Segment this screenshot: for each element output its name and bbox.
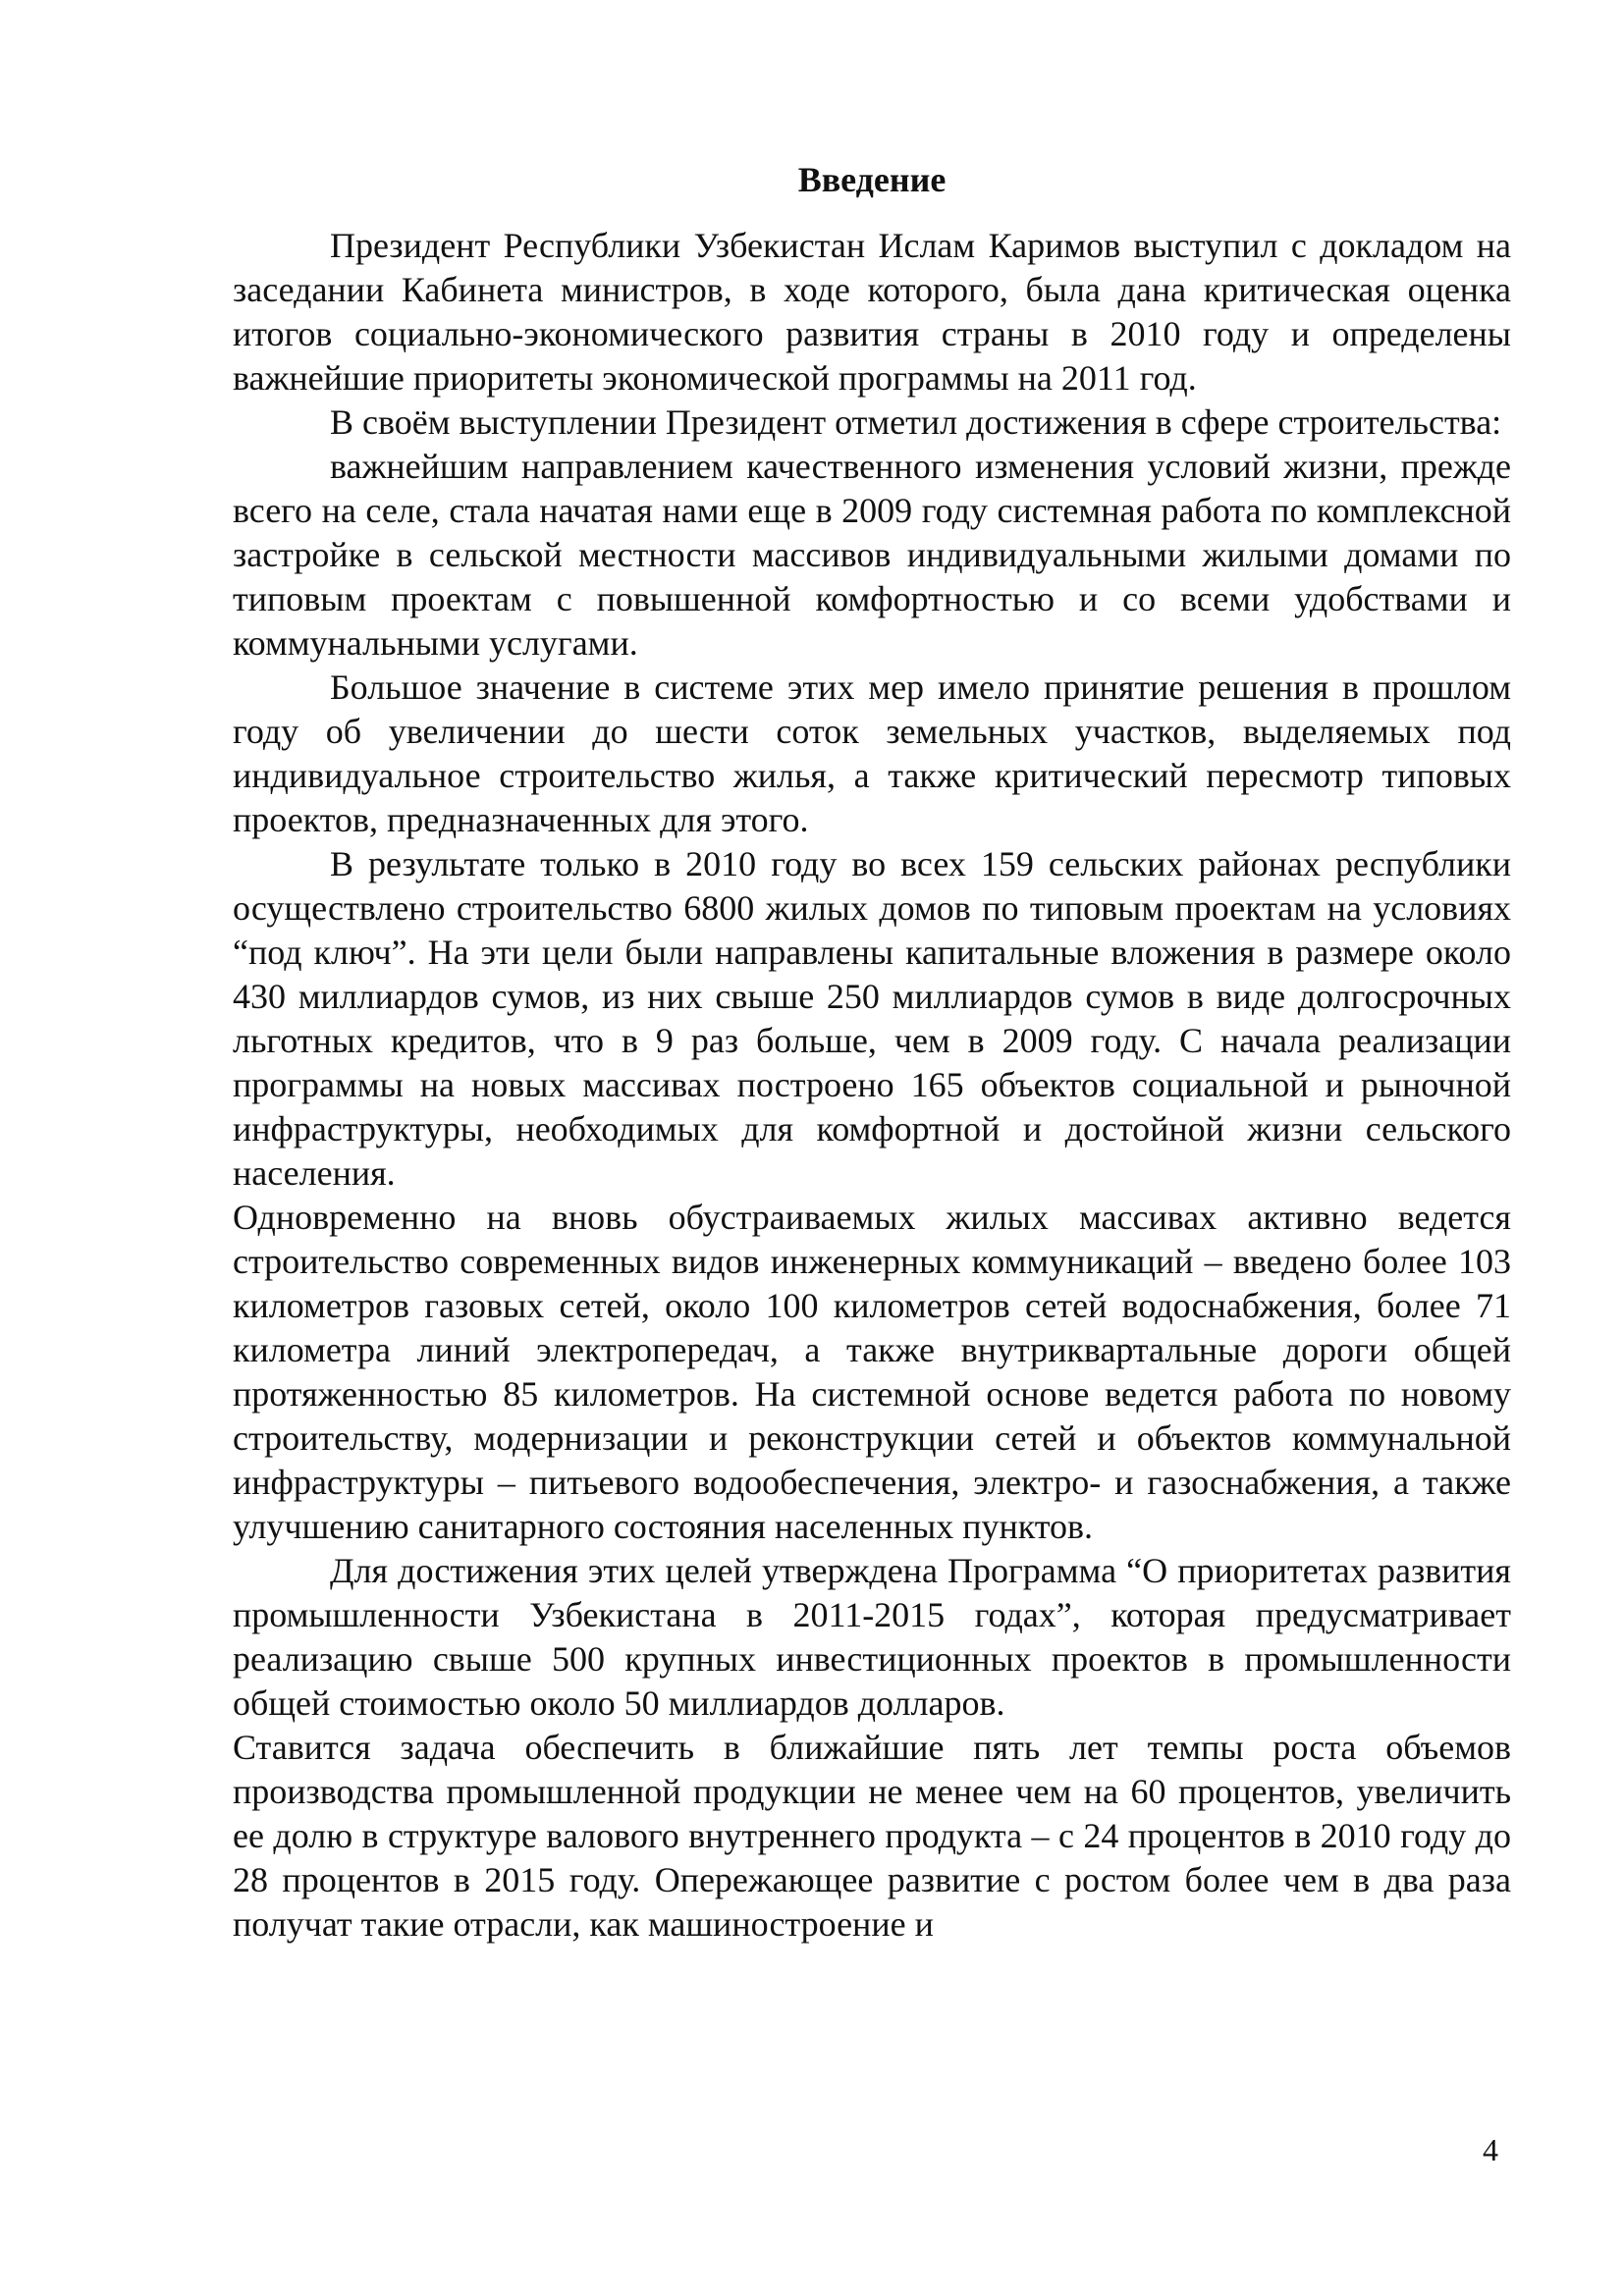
paragraph-1: Президент Республики Узбекистан Ислам Каримов выступил с докладом на заседании Кабинета министров, в ходе которого, была дана критическая оценка итогов социально-экономического развития страны в 2010 году и определены важнейшие приоритеты экономической программы на 2011 год. (233, 226, 1511, 398)
paragraph-6: Одновременно на вновь обустраиваемых жилых массивах активно ведется строительство современных видов инженерных коммуникаций – введено более 103 километров газовых сетей, около 100 километров сетей водоснабжения, более 71 километра линий электропередач, а также внутриквартальные дороги общей протяженностью 85 километров. На системной основе ведется работа по новому строительству, модернизации и реконструкции сетей и объектов коммунальной инфраструктуры – питьевого водообеспечения, электро- и газоснабжения, а также улучшению санитарного состояния населенных пунктов. (233, 1198, 1511, 1546)
section-title: Введение (797, 160, 947, 199)
page-body (233, 147, 1511, 1947)
paragraph-3: важнейшим направлением качественного изменения условий жизни, прежде всего на селе, стала начатая нами еще в 2009 году системная работа по комплексной застройке в сельской местности массивов индивидуальными жилыми домами по типовым проектам с повышенной комфортностью и со всеми удобствами и коммунальными услугами. (233, 447, 1511, 663)
paragraph-4: Большое значение в системе этих мер имело принятие решения в прошлом году об увеличении до шести соток земельных участков, выделяемых под индивидуальное строительство жилья, а также критический пересмотр типовых проектов, предназначенных для этого. (233, 667, 1511, 839)
paragraph-7: Для достижения этих целей утверждена Программа “О приоритетах развития промышленности Узбекистана в 2011-2015 годах”, которая предусматривает реализацию свыше 500 крупных инвестиционных проектов в промышленности общей стоимостью около 50 миллиардов долларов. (233, 1551, 1511, 1723)
paragraph-5: В результате только в 2010 году во всех 159 сельских районах республики осуществлено строительство 6800 жилых домов по типовым проектам на условиях “под ключ”. На эти цели были направлены капитальные вложения в размере около 430 миллиардов сумов, из них свыше 250 миллиардов сумов в виде долгосрочных льготных кредитов, что в 9 раз больше, чем в 2009 году. С начала реализации программы на новых массивах построено 165 объектов социальной и рыночной инфраструктуры, необходимых для комфортной и достойной жизни сельского населения. (233, 844, 1511, 1193)
page-number: 4 (1483, 2132, 1498, 2167)
paragraph-8: Ставится задача обеспечить в ближайшие пять лет темпы роста объемов производства промышленной продукции не менее чем на 60 процентов, увеличить ее долю в структуре валового внутреннего продукта – с 24 процентов в 2010 году до 28 процентов в 2015 году. Опережающее развитие с ростом более чем в два раза получат такие отрасли, как машиностроение и (233, 1728, 1511, 1944)
paragraph-2: В своём выступлении Президент отметил достижения в сфере строительства: (330, 402, 1502, 442)
